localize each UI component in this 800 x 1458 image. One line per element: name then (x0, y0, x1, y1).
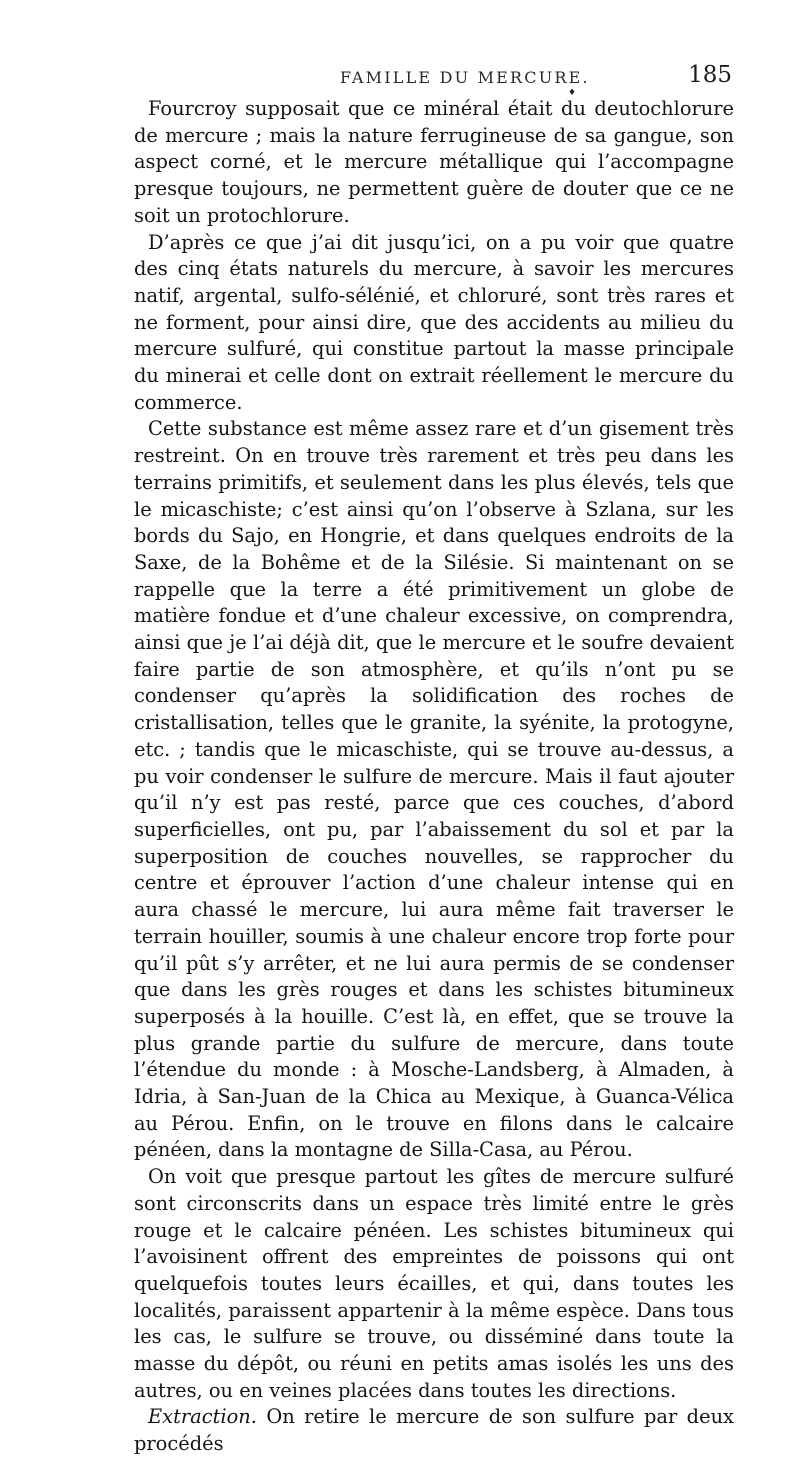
diamond-ornament-icon: ♦ (568, 88, 577, 98)
paragraph-extraction (134, 1404, 734, 1457)
paragraph-fourcroy: Fourcroy supposait que ce minéral était du deutochlorure de mercure ; mais la nature ferrugineuse de sa gangue, son aspect corné, et le mercure métallique qui l’accompagne presque toujours, ne permettent guère de douter que ce ne soit un protochlorure. (134, 97, 734, 227)
running-title: FAMILLE DU MERCURE. (340, 68, 590, 87)
running-header (134, 62, 732, 98)
paragraph-natural-states: D’après ce que j’ai dit jusqu’ici, on a pu voir que quatre des cinq états naturels du mercure, à savoir les mercures natif, argental, sulfo-sélénié, et chloruré, sont très rares et ne forment, pour ainsi dire, que des accidents au milieu du mercure sulfuré, qui constitue partout la masse principale du minerai et celle dont on extrait réellement le mercure du commerce. (134, 230, 734, 414)
paragraph-deposits: Cette substance est même assez rare et d’un gisement très restreint. On en trouve très rarement et très peu dans les terrains primitifs, et seulement dans les plus élevés, tels que le micaschiste; c’est ainsi qu’on l’observe à Szlana, sur les bords du Sajo, en Hongrie, et dans quelques endroits de la Saxe, de la Bohême et de la Silésie. Si maintenant on se rappelle que la terre a été primitivement un globe de matière fondue et d’une chaleur excessive, on comprendra, ainsi que je l’ai déjà dit, que le mercure et le soufre devaient faire partie de son atmosphère, et qu’ils n’ont pu se condenser qu’après la solidification des roches de cristallisation, telles que le granite, la syénite, la protogyne, etc. ; tandis que le micaschiste, qui se trouve au-dessus, a pu voir condenser le sulfure de mercure. Mais il faut ajouter qu’il n’y est pas resté, parce que ces couches, d’abord superficielles, ont pu, par l’abaissement du sol et par la superposition de couches nouvelles, se rapprocher du centre et éprouver l’action d’une chaleur intense qui en aura chassé le mercure, lui aura même fait traverser le terrain houiller, soumis à une chaleur encore trop forte pour qu’il pût s’y arrêter, et ne lui aura permis de se condenser que dans les grès rouges et dans les schistes bitumineux superposés à la houille. C’est là, en effet, que se trouve la plus grande partie du sulfure de mercure, dans toute l’étendue du monde : à Mosche-Landsberg, à Almaden, à Idria, à San-Juan de la Chica au Mexique, à Guanca-Vélica au Pérou. Enfin, on le trouve en filons dans le calcaire pénéen, dans la montagne de Silla-Casa, au Pérou. (134, 417, 734, 1162)
paragraph-extraction-text: On retire le mercure de son sulfure par deux procédés (134, 1405, 734, 1456)
section-lead-extraction: Extraction. (148, 1405, 257, 1429)
body-text (134, 96, 734, 1458)
page-number: 185 (688, 62, 732, 88)
paragraph-localities: On voit que presque partout les gîtes de mercure sulfuré sont circonscrits dans un espace très limité entre le grès rouge et le calcaire pénéen. Les schistes bitumineux qui l’avoisinent offrent des empreintes de poissons qui ont quelquefois toutes leurs écailles, et qui, dans toutes les localités, paraissent appartenir à la même espèce. Dans tous les cas, le sulfure se trouve, ou disséminé dans toute la masse du dépôt, ou réuni en petits amas isolés les uns des autres, ou en veines placées dans toutes les directions. (134, 1165, 734, 1402)
